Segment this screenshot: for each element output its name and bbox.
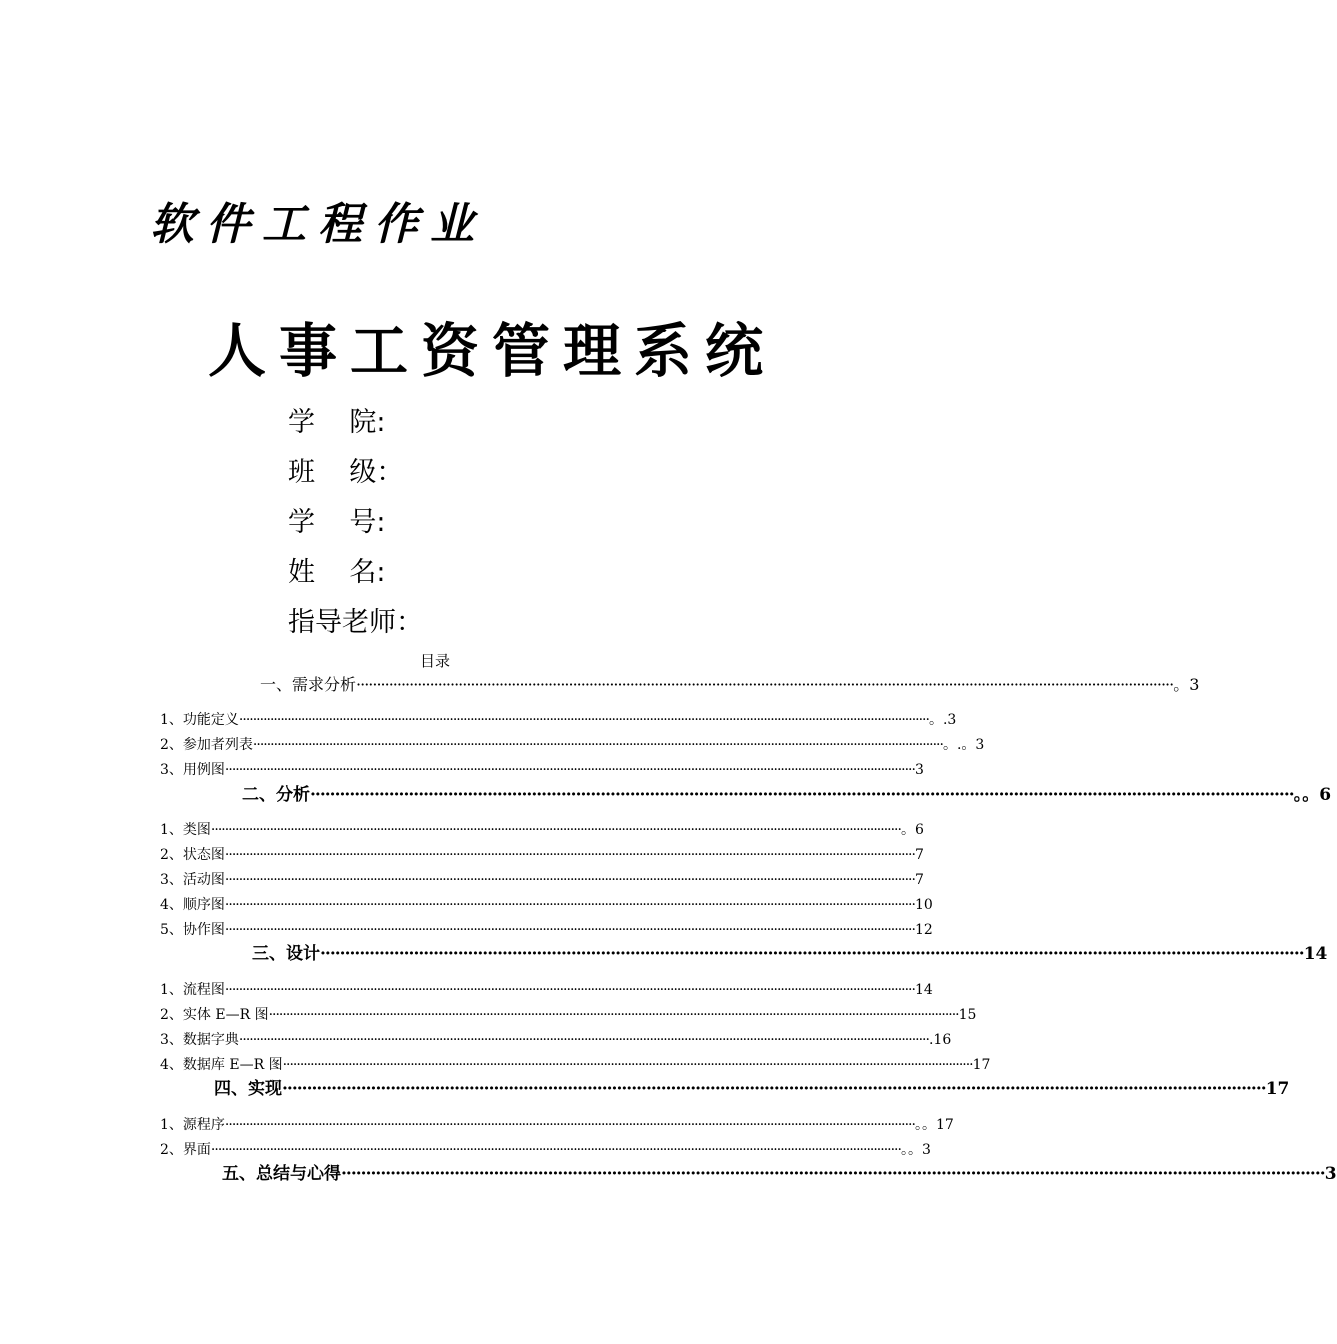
toc-leader-dots: ········································································································································································································ — [320, 944, 1304, 964]
toc-subsection-entry[interactable] — [160, 759, 924, 781]
toc-subsection-entry[interactable] — [160, 1029, 952, 1051]
info-sep: ： — [376, 457, 404, 488]
toc-subsection-entry[interactable] — [160, 979, 933, 1001]
info-sep: ： — [396, 607, 423, 638]
toc-entry-title: 二、分析 — [242, 785, 310, 805]
toc-entry-page: 。。3 — [900, 1142, 931, 1158]
info-label: 姓 名 — [288, 557, 377, 588]
toc-entry-title: 一、需求分析 — [260, 675, 357, 694]
toc-leader-dots: ········································································································································································································ — [310, 785, 1294, 805]
toc-entry-title: 1、源程序 — [160, 1117, 225, 1133]
toc-entry-title: 3、数据字典 — [160, 1032, 239, 1048]
toc-leader-dots: ········································································································································································································ — [224, 982, 915, 998]
toc-entry-title: 1、功能定义 — [160, 712, 239, 728]
info-sep: : — [376, 407, 386, 438]
toc-entry-title: 2、界面 — [160, 1142, 211, 1158]
toc-section-entry[interactable] — [242, 783, 1332, 807]
toc-subsection-entry[interactable] — [160, 844, 924, 866]
toc-leader-dots: ········································································································································································································ — [356, 675, 1174, 694]
info-label: 学 院 — [288, 407, 377, 438]
toc-entry-title: 四、实现 — [214, 1079, 282, 1099]
toc-leader-dots: ········································································································································································································ — [224, 872, 915, 888]
info-row-name — [288, 552, 423, 602]
toc-leader-dots: ········································································································································································································ — [268, 1007, 959, 1023]
toc-entry-title: 2、状态图 — [160, 847, 225, 863]
toc-entry-title: 2、参加者列表 — [160, 737, 253, 753]
toc-entry-page: 7 — [914, 847, 924, 863]
toc-entry-title: 4、数据库 E—R 图 — [160, 1057, 283, 1073]
toc-subsection-entry[interactable] — [160, 1004, 977, 1026]
toc-leader-dots: ········································································································································································································ — [238, 712, 929, 728]
toc-subsection-entry[interactable] — [160, 1139, 931, 1161]
toc-entry-page: 3 — [914, 762, 924, 778]
toc-subsection-entry[interactable] — [160, 869, 924, 891]
toc-leader-dots: ········································································································································································································ — [282, 1057, 973, 1073]
toc-entry-title: 4、顺序图 — [160, 897, 225, 913]
toc-entry-page: 。。6 — [1293, 785, 1332, 805]
toc-entry-page: 10 — [914, 897, 933, 913]
info-sep: : — [376, 557, 386, 588]
toc-leader-dots: ········································································································································································································ — [210, 822, 901, 838]
toc-entry-page: 。.。3 — [942, 737, 985, 753]
toc-leader-dots: ········································································································································································································ — [224, 922, 915, 938]
toc-leader-dots: ········································································································································································································ — [238, 1032, 929, 1048]
toc-entry-title: 3、用例图 — [160, 762, 225, 778]
subject-title: 软件工程作业 — [150, 199, 486, 250]
toc-entry-page: 17 — [1265, 1079, 1290, 1099]
toc-subsection-entry[interactable] — [160, 709, 957, 731]
toc-subsection-entry[interactable] — [160, 1054, 991, 1076]
student-info-block — [288, 402, 423, 652]
toc-entry-page: 。。17 — [914, 1117, 954, 1133]
toc-entry-title: 2、实体 E—R 图 — [160, 1007, 269, 1023]
toc-subsection-entry[interactable] — [160, 819, 924, 841]
toc-leader-dots: ········································································································································································································ — [224, 1117, 915, 1133]
info-row-advisor — [288, 602, 423, 652]
toc-leader-dots: ········································································································································································································ — [210, 1142, 901, 1158]
toc-subsection-entry[interactable] — [160, 1114, 954, 1136]
toc-entry-page: 14 — [1303, 944, 1328, 964]
toc-entry-title: 三、设计 — [252, 944, 320, 964]
toc-entry-page: 14 — [914, 982, 933, 998]
toc-heading: 目录 — [420, 652, 451, 670]
toc-entry-page: 12 — [914, 922, 933, 938]
toc-subsection-entry[interactable] — [160, 894, 933, 916]
toc-leader-dots: ········································································································································································································ — [282, 1079, 1266, 1099]
toc-entry-page: 3 — [1324, 1164, 1337, 1184]
toc-subsection-entry[interactable] — [160, 734, 985, 756]
toc-entry-page: 。.3 — [928, 712, 957, 728]
info-label: 班 级 — [288, 457, 377, 488]
toc-subsection-entry[interactable] — [160, 919, 933, 941]
toc-entry-page: 17 — [972, 1057, 991, 1073]
toc-section-entry[interactable] — [214, 1077, 1290, 1101]
toc-entry-title: 5、协作图 — [160, 922, 225, 938]
toc-entry-page: 7 — [914, 872, 924, 888]
info-label: 学 号 — [288, 507, 377, 538]
info-label: 指导老师 — [288, 607, 396, 638]
toc-entry-page: .16 — [928, 1032, 952, 1048]
toc-leader-dots: ········································································································································································································ — [224, 847, 915, 863]
toc-entry-title: 3、活动图 — [160, 872, 225, 888]
info-row-student-id — [288, 502, 423, 552]
toc-leader-dots: ········································································································································································································ — [224, 897, 915, 913]
toc-leader-dots: ········································································································································································································ — [252, 737, 943, 753]
toc-entry-title: 1、类图 — [160, 822, 211, 838]
toc-entry-page: 15 — [958, 1007, 977, 1023]
toc-entry-page: 。3 — [1173, 675, 1200, 694]
toc-entry-page: 。6 — [900, 822, 924, 838]
toc-leader-dots: ········································································································································································································ — [224, 762, 915, 778]
toc-entry-title: 1、流程图 — [160, 982, 225, 998]
info-row-class — [288, 452, 423, 502]
toc-section-entry[interactable] — [260, 673, 1200, 697]
toc-entry-title: 五、总结与心得 — [222, 1164, 341, 1184]
toc-section-entry[interactable] — [222, 1162, 1337, 1186]
toc-section-entry[interactable] — [252, 942, 1328, 966]
info-row-college — [288, 402, 423, 452]
main-title: 人事工资管理系统 — [208, 317, 777, 385]
toc-leader-dots: ········································································································································································································ — [341, 1164, 1325, 1184]
info-sep: : — [376, 507, 386, 538]
